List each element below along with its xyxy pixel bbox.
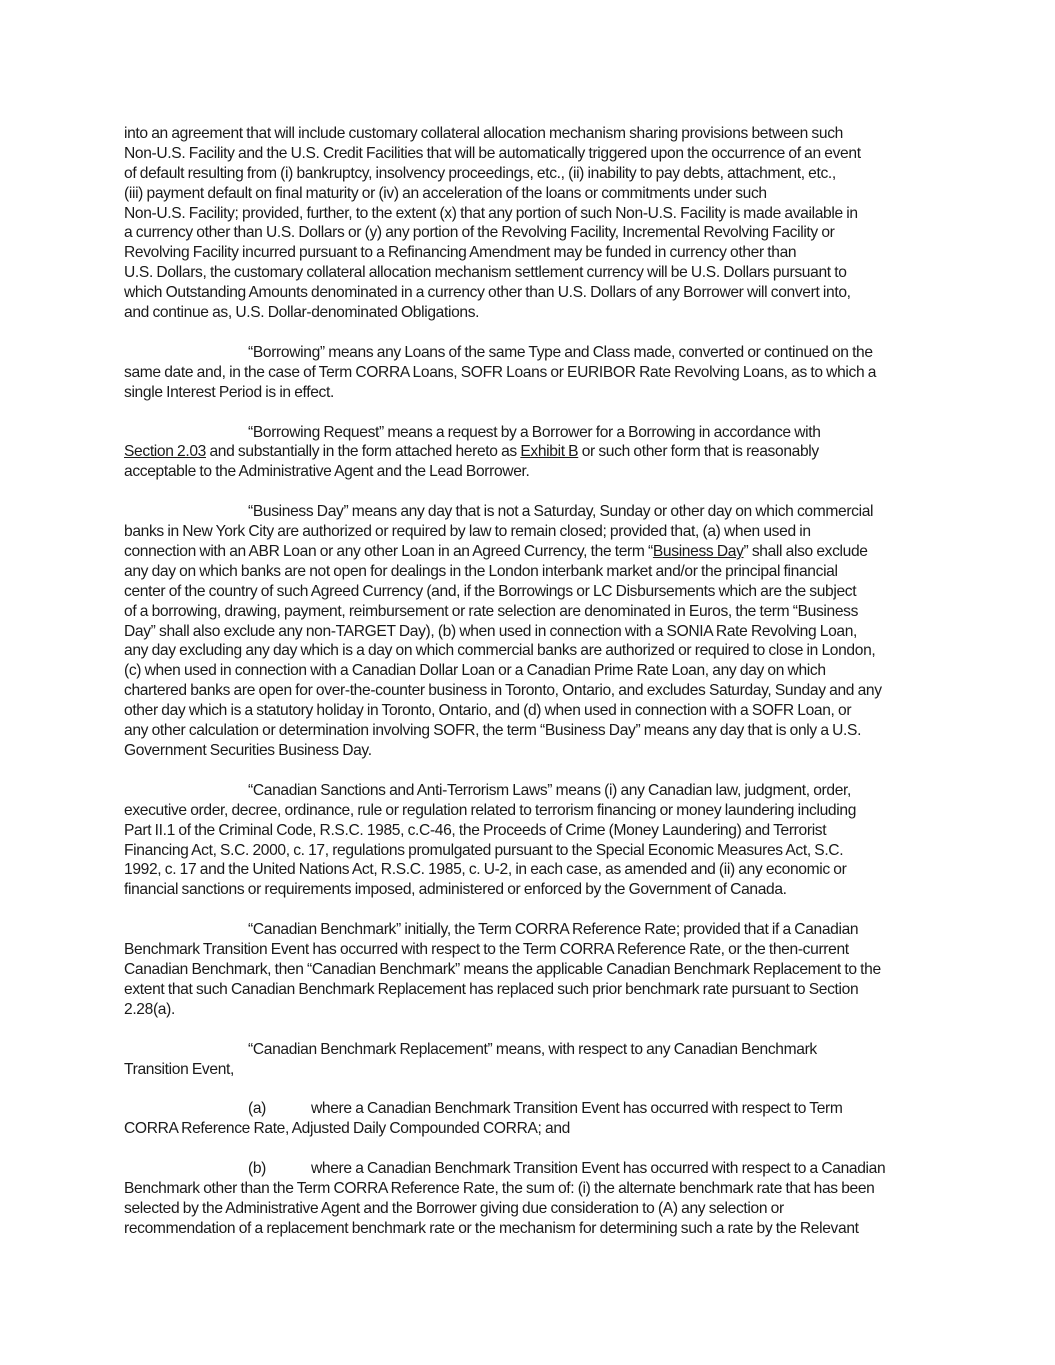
text-segment: single Interest Period is in effect.: [124, 383, 334, 401]
text-line: [124, 860, 944, 880]
text-line: [124, 980, 944, 1000]
paragraph: [124, 1159, 944, 1239]
text-segment: 1992, c. 17 and the United Nations Act, R.S.C. 1985, c. U-2, in each case, as amended and (ii) any economic or: [124, 861, 847, 879]
text-segment: Benchmark other than the Term CORRA Reference Rate, the sum of: (i) the alternate benchmark rate that has been: [124, 1180, 875, 1198]
text-line: [124, 562, 944, 582]
text-segment: “Canadian Sanctions and Anti-Terrorism Laws” means (i) any Canadian law, judgment, order,: [248, 781, 852, 799]
text-segment: Canadian Benchmark, then “Canadian Benchmark” means the applicable Canadian Benchmark Replacement to the: [124, 960, 881, 978]
text-segment: Part II.1 of the Criminal Code, R.S.C. 1985, c.C-46, the Proceeds of Crime (Money Laundering) and Terrorist: [124, 821, 827, 839]
text-segment: Non-U.S. Facility and the U.S. Credit Facilities that will be automatically triggered upon the occurrence of an event: [124, 144, 861, 162]
text-segment: same date and, in the case of Term CORRA Loans, SOFR Loans or EURIBOR Rate Revolving Loans, as to which a: [124, 363, 877, 381]
text-line: [124, 701, 944, 721]
text-segment: “Canadian Benchmark Replacement” means, with respect to any Canadian Benchmark: [248, 1040, 817, 1058]
text-segment: Financing Act, S.C. 2000, c. 17, regulations promulgated pursuant to the Special Economic Measures Act, S.C.: [124, 841, 844, 859]
text-segment: of a borrowing, drawing, payment, reimbursement or rate selection are denominated in Euros, the term “Business: [124, 602, 859, 620]
text-segment: center of the country of such Agreed Currency (and, if the Borrowings or LC Disbursements which are the subject: [124, 582, 857, 600]
text-segment: “Business Day” means any day that is not a Saturday, Sunday or other day on which commercial: [248, 503, 874, 521]
document-page: [124, 124, 944, 1259]
text-line: [124, 1219, 944, 1239]
text-segment: “Canadian Benchmark” initially, the Term CORRA Reference Rate; provided that if a Canadian: [248, 921, 859, 939]
text-line: [124, 681, 944, 701]
text-segment: selected by the Administrative Agent and the Borrower giving due consideration to (A) any selection or: [124, 1199, 784, 1217]
text-line: [124, 204, 944, 224]
text-segment: (iii) payment default on final maturity or (iv) an acceleration of the loans or commitments under such: [124, 184, 767, 202]
text-segment: Non-U.S. Facility; provided, further, to the extent (x) that any portion of such Non-U.S. Facility is made available in: [124, 204, 858, 222]
text-line: [124, 383, 944, 403]
text-line: [124, 582, 944, 602]
text-segment: extent that such Canadian Benchmark Replacement has replaced such prior benchmark rate pursuant to Section: [124, 980, 859, 998]
text-line: [124, 1060, 944, 1080]
text-segment: any other calculation or determination involving SOFR, the term “Business Day” means any day that is only a U.S.: [124, 722, 862, 740]
cross-reference-link: Section 2.03: [124, 443, 206, 461]
text-segment: where a Canadian Benchmark Transition Event has occurred with respect to Term: [311, 1100, 843, 1118]
paragraph: [124, 920, 944, 1019]
text-segment: of default resulting from (i) bankruptcy, insolvency proceedings, etc., (ii) inability to pay debts, attachment, etc.,: [124, 164, 836, 182]
paragraph: [124, 1099, 944, 1139]
text-line: [124, 442, 944, 462]
text-line: [124, 283, 944, 303]
text-line: [124, 243, 944, 263]
text-line: [124, 1179, 944, 1199]
text-line: [124, 801, 944, 821]
text-segment: executive order, decree, ordinance, rule or regulation related to terrorism financing or money laundering including: [124, 801, 857, 819]
text-segment: a currency other than U.S. Dollars or (y) any portion of the Revolving Facility, Incremental Revolving Facility or: [124, 224, 835, 242]
text-line: [124, 1199, 944, 1219]
text-line: [124, 661, 944, 681]
text-segment: “Borrowing Request” means a request by a Borrower for a Borrowing in accordance with: [248, 423, 821, 441]
text-line: [124, 502, 944, 522]
text-line: [124, 920, 944, 940]
text-line: [124, 144, 944, 164]
text-line: [124, 960, 944, 980]
text-segment: where a Canadian Benchmark Transition Event has occurred with respect to a Canadian: [311, 1160, 886, 1178]
text-segment: 2.28(a).: [124, 1000, 175, 1018]
text-segment: acceptable to the Administrative Agent and the Lead Borrower.: [124, 463, 530, 481]
text-line: [124, 641, 944, 661]
text-segment: recommendation of a replacement benchmark rate or the mechanism for determining such a rate by the Relevant: [124, 1219, 859, 1237]
text-segment: other day which is a statutory holiday in Toronto, Ontario, and (d) when used in connection with a SOFR Loan, or: [124, 702, 852, 720]
text-segment: any day excluding any day which is a day on which commercial banks are authorized or required to close in London,: [124, 642, 876, 660]
text-line: [124, 462, 944, 482]
text-segment: connection with an ABR Loan or any other Loan in an Agreed Currency, the term “: [124, 543, 653, 561]
text-line: [124, 542, 944, 562]
text-segment: ” shall also exclude: [743, 543, 868, 561]
paragraph: [124, 423, 944, 483]
text-segment: financial sanctions or requirements imposed, administered or enforced by the Government of Canada.: [124, 881, 787, 899]
clause-label: (b): [248, 1160, 267, 1178]
cross-reference-link: Business Day: [652, 543, 744, 561]
text-segment: and substantially in the form attached hereto as: [206, 443, 521, 461]
text-line: [124, 721, 944, 741]
text-line: [124, 184, 944, 204]
paragraph: [124, 343, 944, 403]
text-segment: into an agreement that will include customary collateral allocation mechanism sharing provisions between such: [124, 125, 843, 142]
text-segment: chartered banks are open for over-the-counter business in Toronto, Ontario, and excludes Saturday, Sunday and any: [124, 682, 882, 700]
text-line: [124, 124, 944, 144]
text-line: [124, 164, 944, 184]
text-line: [124, 363, 944, 383]
text-line: [124, 1000, 944, 1020]
text-line: [124, 622, 944, 642]
text-line: [124, 940, 944, 960]
paragraph: [124, 502, 944, 761]
text-line: [124, 741, 944, 761]
text-segment: Government Securities Business Day.: [124, 741, 372, 759]
text-segment: U.S. Dollars, the customary collateral allocation mechanism settlement currency will be U.S. Dollars pursuant to: [124, 264, 847, 282]
text-line: [124, 821, 944, 841]
text-line: [124, 223, 944, 243]
text-line: [124, 343, 944, 363]
text-segment: “Borrowing” means any Loans of the same Type and Class made, converted or continued on the: [248, 343, 873, 361]
text-segment: CORRA Reference Rate, Adjusted Daily Compounded CORRA; and: [124, 1120, 570, 1138]
text-segment: Transition Event,: [124, 1060, 234, 1078]
paragraph: [124, 1040, 944, 1080]
text-segment: banks in New York City are authorized or required by law to remain closed; provided that, (a) when used in: [124, 523, 811, 541]
text-segment: Day” shall also exclude any non-TARGET Day), (b) when used in connection with a SONIA Rate Revolving Loan,: [124, 622, 858, 640]
text-line: [124, 781, 944, 801]
text-segment: any day on which banks are not open for dealings in the London interbank market and/or the principal financial: [124, 562, 838, 580]
text-segment: and continue as, U.S. Dollar-denominated Obligations.: [124, 304, 480, 322]
text-segment: or such other form that is reasonably: [578, 443, 819, 461]
text-line: [124, 423, 944, 443]
text-line: [124, 602, 944, 622]
text-line: [124, 1159, 944, 1179]
text-segment: (c) when used in connection with a Canadian Dollar Loan or a Canadian Prime Rate Loan, any day on which: [124, 662, 826, 680]
text-line: [124, 303, 944, 323]
text-line: [124, 1099, 944, 1119]
text-segment: which Outstanding Amounts denominated in a currency other than U.S. Dollars of any Borrower will convert into,: [124, 284, 851, 302]
text-segment: Benchmark Transition Event has occurred with respect to the Term CORRA Reference Rate, or the then-current: [124, 941, 849, 959]
text-line: [124, 841, 944, 861]
paragraph: [124, 124, 944, 323]
clause-label: (a): [248, 1100, 267, 1118]
cross-reference-link: Exhibit B: [520, 443, 579, 461]
text-line: [124, 263, 944, 283]
text-line: [124, 522, 944, 542]
paragraph: [124, 781, 944, 900]
text-line: [124, 1040, 944, 1060]
text-segment: Revolving Facility incurred pursuant to a Refinancing Amendment may be funded in currency other than: [124, 244, 797, 262]
text-line: [124, 880, 944, 900]
text-line: [124, 1119, 944, 1139]
